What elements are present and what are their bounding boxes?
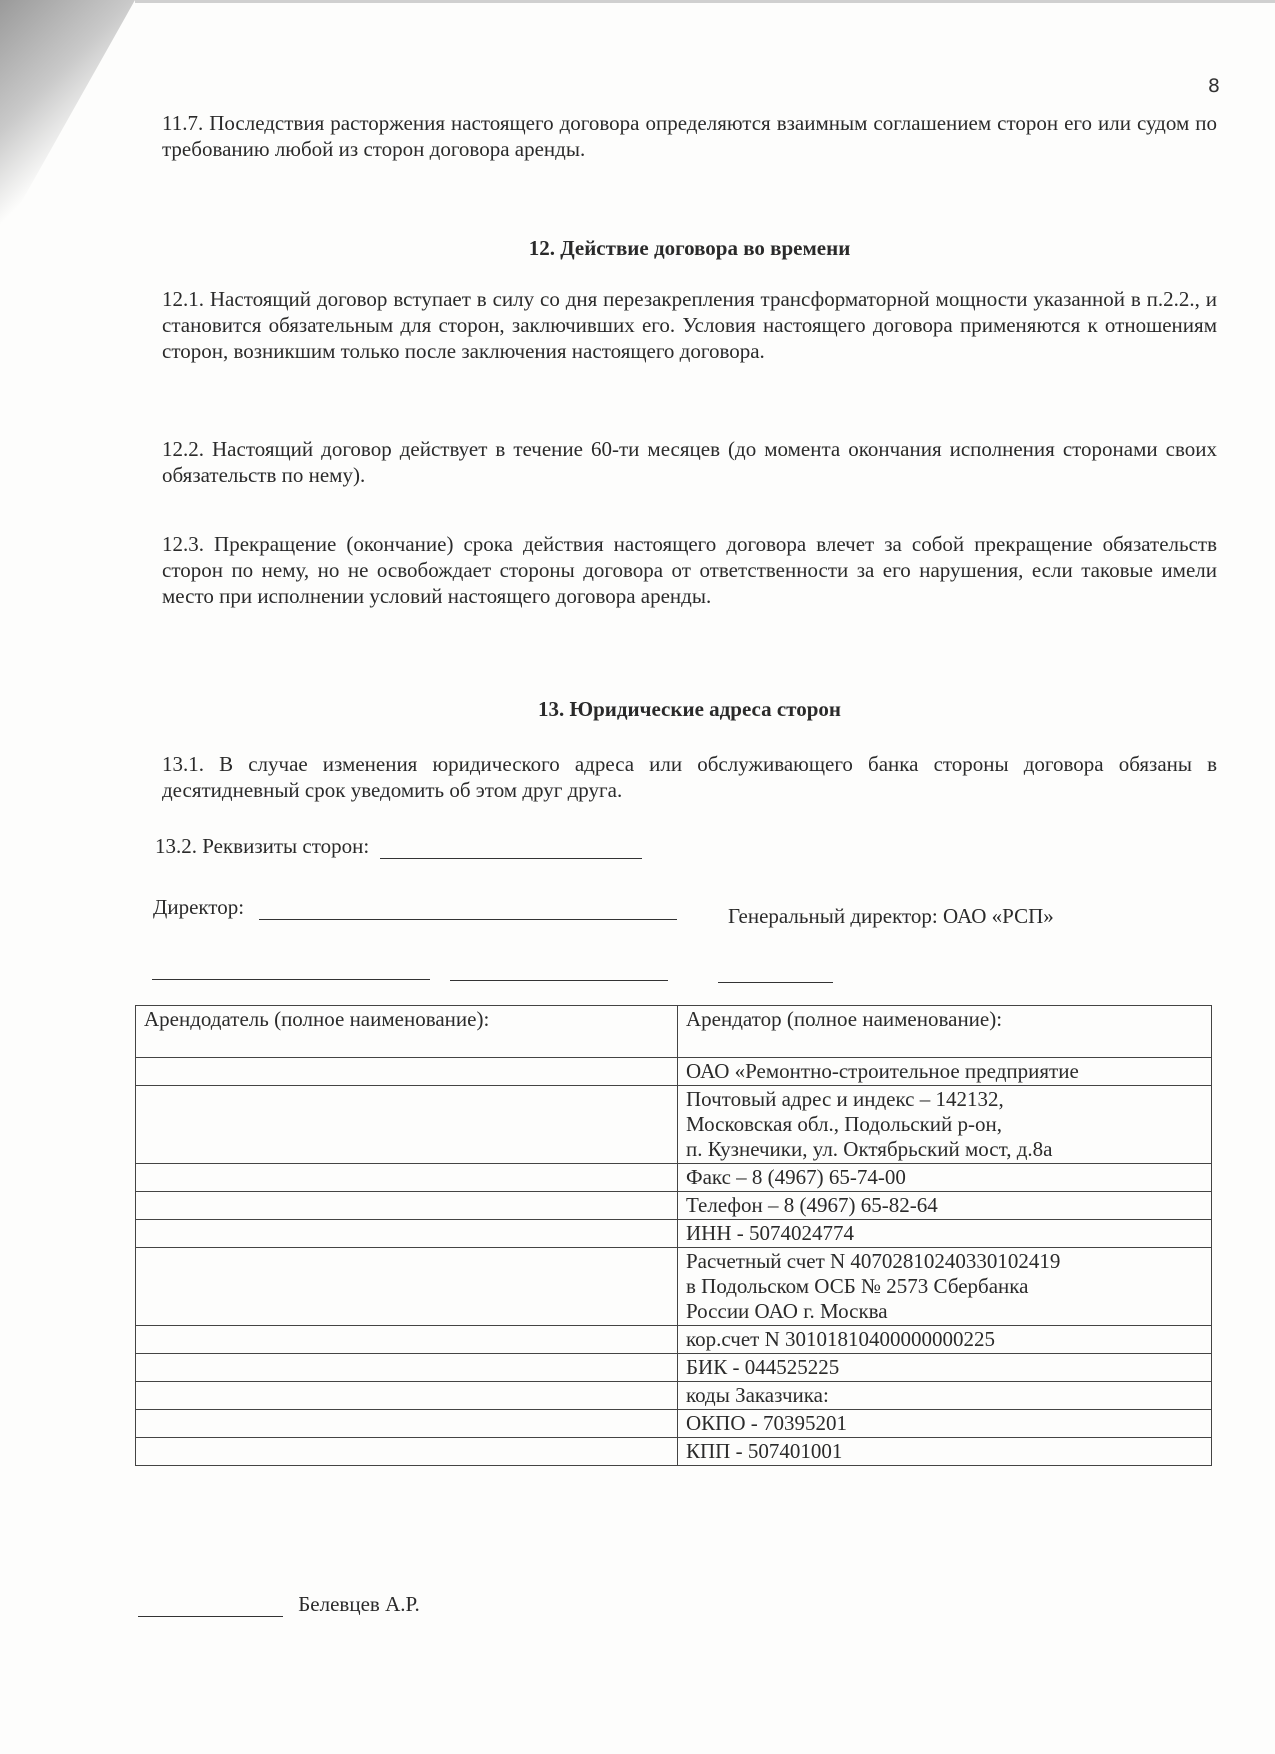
section-13-title: 13. Юридические адреса сторон xyxy=(537,697,841,721)
requisites-label: 13.2. Реквизиты сторон: xyxy=(155,834,370,858)
lessee-cell: КПП - 507401001 xyxy=(678,1438,1212,1466)
paragraph-11-7: 11.7. Последствия расторжения настоящего договора определяются взаимным соглашением сторон его или судом по требованию любой из сторон договора аренды. xyxy=(162,111,1217,161)
lessee-cell: Почтовый адрес и индекс – 142132, Московская обл., Подольский р-он, п. Кузнечики, ул. Октябрьский мост, д.8а xyxy=(678,1086,1212,1164)
table-row xyxy=(136,1382,1212,1410)
requisites-table xyxy=(135,1005,1212,1466)
table-row xyxy=(136,1410,1212,1438)
table-row xyxy=(136,1192,1212,1220)
director-line xyxy=(153,895,677,920)
table-row xyxy=(136,1086,1212,1164)
lessee-cell: ОАО «Ремонтно-строительное предприятие xyxy=(678,1058,1212,1086)
blank-line-3 xyxy=(718,982,833,983)
lessee-cell: Телефон – 8 (4967) 65-82-64 xyxy=(678,1192,1212,1220)
page-number: 8 xyxy=(1207,75,1220,97)
signature-blank xyxy=(138,1596,283,1617)
signature-name: Белевцев А.Р. xyxy=(298,1592,420,1616)
blank-line-1 xyxy=(152,979,430,980)
director-label: Директор: xyxy=(153,895,245,919)
section-12-title: 12. Действие договора во времени xyxy=(528,236,851,260)
blank-line-2 xyxy=(450,980,668,981)
lessee-cell: коды Заказчика: xyxy=(678,1382,1212,1410)
director-signature-blank xyxy=(259,899,677,920)
lessee-cell: ОКПО - 70395201 xyxy=(678,1410,1212,1438)
scan-top-edge xyxy=(135,0,1275,3)
table-row xyxy=(136,1354,1212,1382)
lessor-header: Арендодатель (полное наименование): xyxy=(136,1006,678,1058)
requisites-blank xyxy=(380,838,642,859)
scan-shadow xyxy=(0,0,135,240)
table-row xyxy=(136,1326,1212,1354)
table-row xyxy=(136,1220,1212,1248)
table-row xyxy=(136,1248,1212,1326)
signature-line xyxy=(138,1592,420,1617)
table-row xyxy=(136,1058,1212,1086)
paragraph-13-1: 13.1. В случае изменения юридического адреса или обслуживающего банка стороны договора обязаны в десятидневный срок уведомить об этом друг друга. xyxy=(162,752,1217,802)
lessee-cell: ИНН - 5074024774 xyxy=(678,1220,1212,1248)
paragraph-12-1: 12.1. Настоящий договор вступает в силу со дня перезакрепления трансформаторной мощности указанной в п.2.2., и становится обязательным для сторон, заключивших его. Условия настоящего договора применяются к отношениям сторон, возникшим только после заключения настоящего договора. xyxy=(162,287,1217,363)
paragraph-12-3: 12.3. Прекращение (окончание) срока действия настоящего договора влечет за собой прекращение обязательств сторон по нему, но не освобождает стороны договора от ответственности за его нарушения, если таковые имели место при исполнении условий настоящего договора аренды. xyxy=(162,532,1217,608)
requisites-line xyxy=(155,834,642,859)
table-header-row xyxy=(136,1006,1212,1058)
lessee-header: Арендатор (полное наименование): xyxy=(678,1006,1212,1058)
lessee-cell: БИК - 044525225 xyxy=(678,1354,1212,1382)
table-row xyxy=(136,1164,1212,1192)
lessee-cell: кор.счет N 30101810400000000225 xyxy=(678,1326,1212,1354)
lessee-cell: Факс – 8 (4967) 65-74-00 xyxy=(678,1164,1212,1192)
table-row xyxy=(136,1438,1212,1466)
lessee-cell: Расчетный счет N 40702810240330102419 в Подольском ОСБ № 2573 Сбербанка России ОАО г. Москва xyxy=(678,1248,1212,1326)
general-director: Генеральный директор: ОАО «РСП» xyxy=(728,904,1054,928)
paragraph-12-2: 12.2. Настоящий договор действует в течение 60-ти месяцев (до момента окончания исполнения сторонами своих обязательств по нему). xyxy=(162,437,1217,487)
